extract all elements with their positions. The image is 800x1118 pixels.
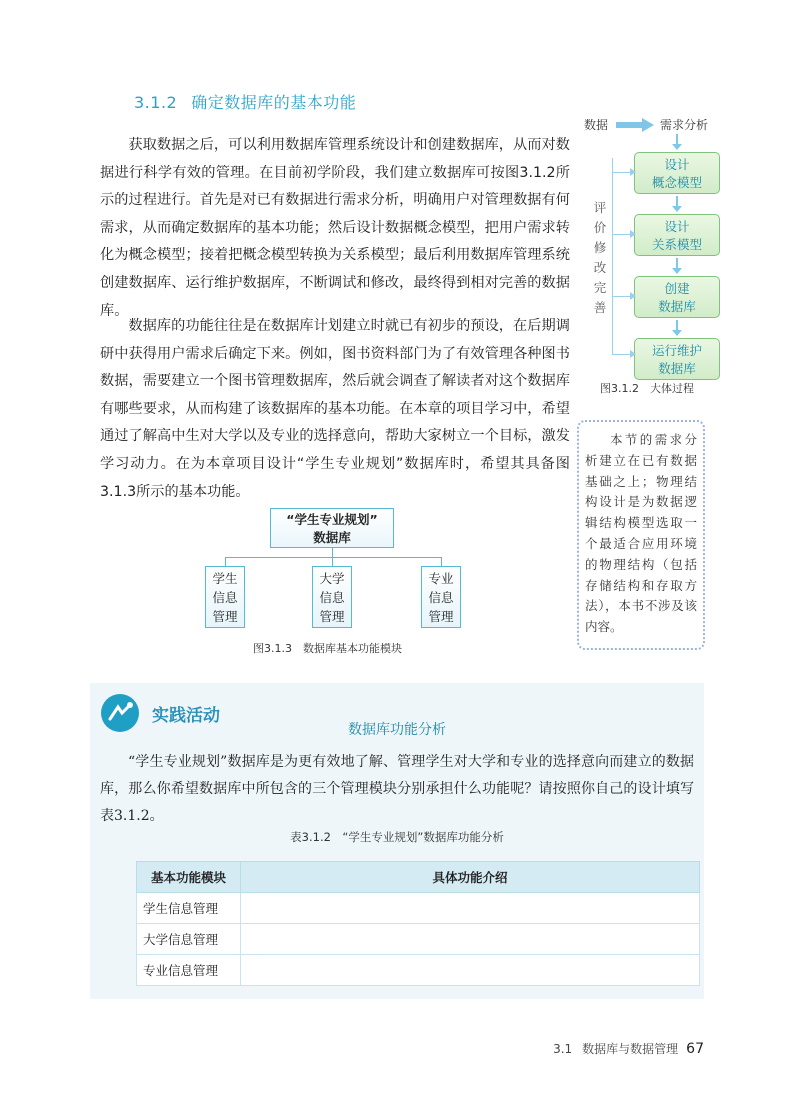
activity-panel [90,683,704,999]
process-step-create-db [634,276,720,318]
feedback-arrow-icon [612,172,632,173]
footer-section-number: 3.1 [553,1042,573,1056]
module-line: 信息 [212,590,238,605]
arrow-down-icon [676,196,678,206]
process-data-label: 数据 [584,118,609,132]
feedback-arrow-icon [612,234,632,235]
activity-paragraph: “学生专业规划”数据库是为更有效地了解、管理学生对大学和专业的选择意向而建立的数据库，那么你希望数据库中所包含的三个管理模块分别承担什么功能呢？请按照你自己的设计填写表3.1.2。 [100,754,694,824]
table-header-module: 基本功能模块 [137,862,241,893]
module-root-line: 数据库 [313,530,351,545]
process-step-relation-model [634,214,720,256]
connector-line [332,548,333,557]
arrow-down-icon [676,134,678,144]
step-line: 创建 [664,281,690,296]
feedback-arrow-icon [612,296,632,297]
table-cell-description[interactable] [241,893,700,924]
process-caption: 图3.1.2 大体过程 [600,382,694,395]
page-footer [553,1040,704,1057]
body-paragraph-2 [100,313,570,506]
connector-line [441,557,442,566]
connector-line [225,557,226,566]
table-row [137,924,700,955]
module-major-info [421,566,461,628]
module-line: 专业 [428,571,454,586]
section-title-text: 确定数据库的基本功能 [191,93,357,112]
feedback-label: 评价修改完善 [593,200,607,315]
step-line: 设计 [664,157,690,172]
module-line: 管理 [212,609,238,624]
table-cell-description[interactable] [241,955,700,986]
table-cell-module: 学生信息管理 [137,893,241,924]
table-header-row [137,862,700,893]
arrow-down-icon [676,320,678,330]
connector-line [225,557,441,558]
connector-line [332,557,333,566]
process-diagram [580,110,795,395]
arrow-down-icon [676,258,678,268]
table-caption: 表3.1.2 “学生专业规划”数据库功能分析 [290,830,504,844]
feedback-arrow-icon [612,354,632,355]
module-line: 大学 [319,571,345,586]
module-student-info [205,566,245,628]
paragraph-text: 数据库的功能往往是在数据库计划建立时就已有初步的预设，在后期调研中获得用户需求后确定下来。例如，图书资料部门为了有效管理各种图书数据，需要建立一个图书管理数据库，然后就会调查了解读者对这个数据库有哪些要求，从而构建了该数据库的基本功能。在本章的项目学习中，希望通过了解高中生对大学以及专业的选择意向，帮助大家树立一个目标，激发学习动力。在为本章项目设计“学生专业规划”数据库时，希望其具备图3.1.3所示的基本功能。 [100,318,570,500]
process-step-concept-model [634,152,720,194]
arrow-right-icon [616,118,656,132]
activity-text [100,749,694,830]
step-line: 运行维护 [651,343,702,358]
step-line: 数据库 [658,299,696,314]
section-number: 3.1.2 [134,93,178,112]
module-diagram [205,508,475,656]
note-text: 本节的需求分析建立在已有数据基础之上；物理结构设计是为数据逻辑结构模型选取一个最适合应用环境的物理结构（包括存储结构和存取方法），本书不涉及该内容。 [585,432,697,635]
table-cell-module: 专业信息管理 [137,955,241,986]
page-number: 67 [686,1041,704,1057]
process-requirement-label: 需求分析 [660,118,709,132]
body-paragraph-1 [100,132,570,325]
module-line: 信息 [319,590,345,605]
module-root [270,508,394,548]
module-line: 学生 [212,571,238,586]
section-title [134,90,356,113]
step-line: 数据库 [658,361,696,376]
module-caption: 图3.1.3 数据库基本功能模块 [253,642,402,655]
activity-subtitle: 数据库功能分析 [348,722,446,738]
function-table [136,861,700,986]
table-row [137,955,700,986]
table-header-description: 具体功能介绍 [241,862,700,893]
module-root-line: “学生专业规划” [286,512,378,527]
table-cell-description[interactable] [241,924,700,955]
module-line: 管理 [319,609,345,624]
module-line: 信息 [428,590,454,605]
module-university-info [312,566,352,628]
activity-label: 实践活动 [152,706,220,726]
step-line: 设计 [664,219,690,234]
footer-section-title: 数据库与数据管理 [582,1042,679,1056]
step-line: 概念模型 [651,175,702,190]
paragraph-text: 获取数据之后，可以利用数据库管理系统设计和创建数据库，从而对数据进行科学有效的管理。在目前初学阶段，我们建立数据库可按图3.1.2所示的过程进行。首先是对已有数据进行需求分析，明确用户对管理数据有何需求，从而确定数据库的基本功能；然后设计数据概念模型，把用户需求转化为概念模型；接着把概念模型转换为关系模型；最后利用数据库管理系统创建数据库、运行维护数据库，不断调试和修改，最终得到相对完善的数据库。 [100,137,570,319]
feedback-bracket [612,158,635,354]
process-step-maintain-db [634,338,720,380]
table-row [137,893,700,924]
step-line: 关系模型 [651,237,702,252]
module-line: 管理 [428,609,454,624]
side-note [577,420,705,650]
table-cell-module: 大学信息管理 [137,924,241,955]
